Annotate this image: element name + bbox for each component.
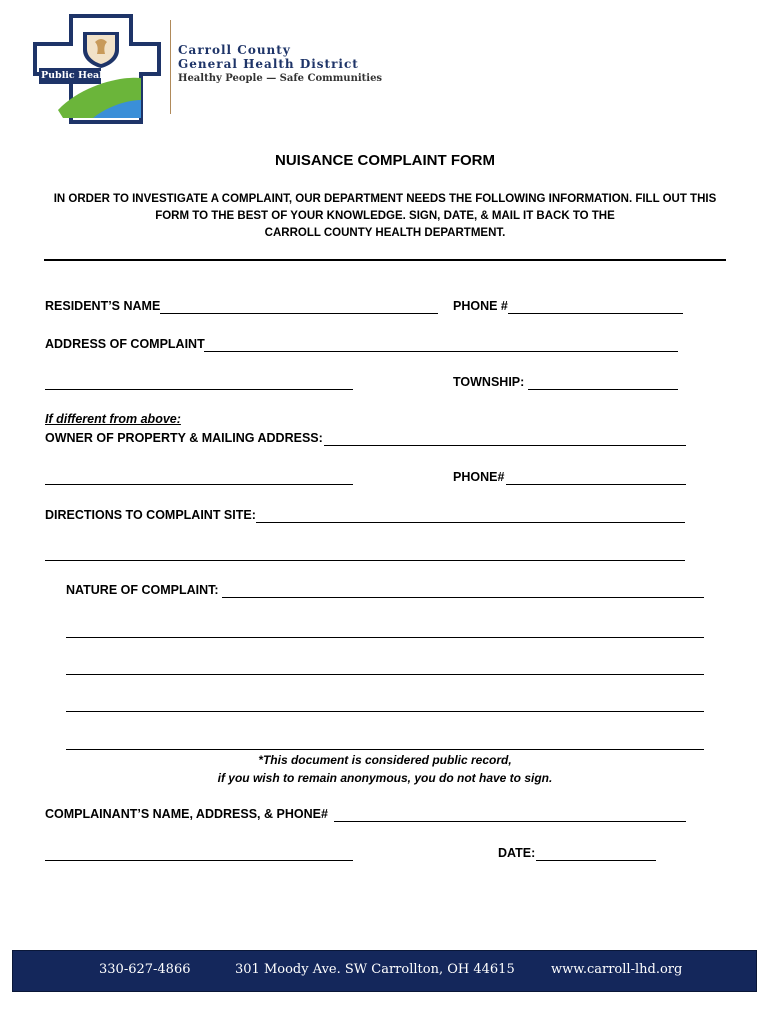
owner-phone-label: PHONE# — [453, 470, 505, 484]
intro-line-1: IN ORDER TO INVESTIGATE A COMPLAINT, OUR DEPARTMENT NEEDS THE FOLLOWING INFORMATION. FILL OUT THIS — [53, 193, 717, 205]
footer-website[interactable]: www.carroll-lhd.org — [551, 962, 683, 977]
residents-name-field[interactable] — [160, 313, 438, 314]
nature-field[interactable] — [222, 597, 704, 598]
logo-label: Public Health — [41, 70, 115, 81]
footer-address: 301 Moody Ave. SW Carrollton, OH 44615 — [235, 962, 515, 977]
township-label: TOWNSHIP: — [453, 375, 525, 389]
complainant-label: COMPLAINANT’S NAME, ADDRESS, & PHONE# — [45, 807, 328, 821]
footer-phone: 330-627-4866 — [99, 962, 191, 977]
directions-label: DIRECTIONS TO COMPLAINT SITE: — [45, 508, 256, 522]
intro-line-2: FORM TO THE BEST OF YOUR KNOWLEDGE. SIGN, DATE, & MAIL IT BACK TO THE — [155, 210, 615, 222]
nature-label: NATURE OF COMPLAINT: — [66, 583, 219, 597]
address-of-complaint-label: ADDRESS OF COMPLAINT — [45, 337, 205, 351]
owner-address-field[interactable] — [324, 445, 686, 446]
intro-line-3: CARROLL COUNTY HEALTH DEPARTMENT. — [264, 227, 506, 239]
nature-line-2-field[interactable] — [66, 637, 704, 638]
owner-phone-field[interactable] — [506, 484, 686, 485]
owner-address-line-2-field[interactable] — [45, 484, 353, 485]
phone-field[interactable] — [508, 313, 683, 314]
form-title: NUISANCE COMPLAINT FORM — [275, 152, 495, 169]
header-rule — [44, 259, 726, 261]
address-of-complaint-field[interactable] — [204, 351, 678, 352]
address-line-2-field[interactable] — [45, 389, 353, 390]
township-field[interactable] — [528, 389, 678, 390]
org-tagline: Healthy People — Safe Communities — [178, 73, 383, 84]
signature-field[interactable] — [45, 860, 353, 861]
directions-line-2-field[interactable] — [45, 560, 685, 561]
nature-line-3-field[interactable] — [66, 674, 704, 675]
nature-line-5-field[interactable] — [66, 749, 704, 750]
directions-field[interactable] — [256, 522, 685, 523]
date-field[interactable] — [536, 860, 656, 861]
logo-divider — [170, 20, 171, 114]
if-different-label: If different from above: — [45, 412, 181, 426]
footer-bar — [12, 950, 757, 992]
public-record-note-1: *This document is considered public record, — [258, 753, 512, 767]
nature-line-4-field[interactable] — [66, 711, 704, 712]
health-district-logo — [33, 14, 161, 124]
owner-address-label: OWNER OF PROPERTY & MAILING ADDRESS: — [45, 431, 323, 445]
cross-logo-icon — [33, 14, 161, 124]
org-name-line1: Carroll County — [178, 43, 291, 57]
residents-name-label: RESIDENT’S NAME — [45, 299, 161, 313]
public-record-note-2: if you wish to remain anonymous, you do not have to sign. — [217, 771, 553, 785]
phone-label: PHONE # — [453, 299, 508, 313]
date-label: DATE: — [498, 846, 536, 860]
org-name-line2: General Health District — [178, 57, 359, 71]
complainant-field[interactable] — [334, 821, 686, 822]
